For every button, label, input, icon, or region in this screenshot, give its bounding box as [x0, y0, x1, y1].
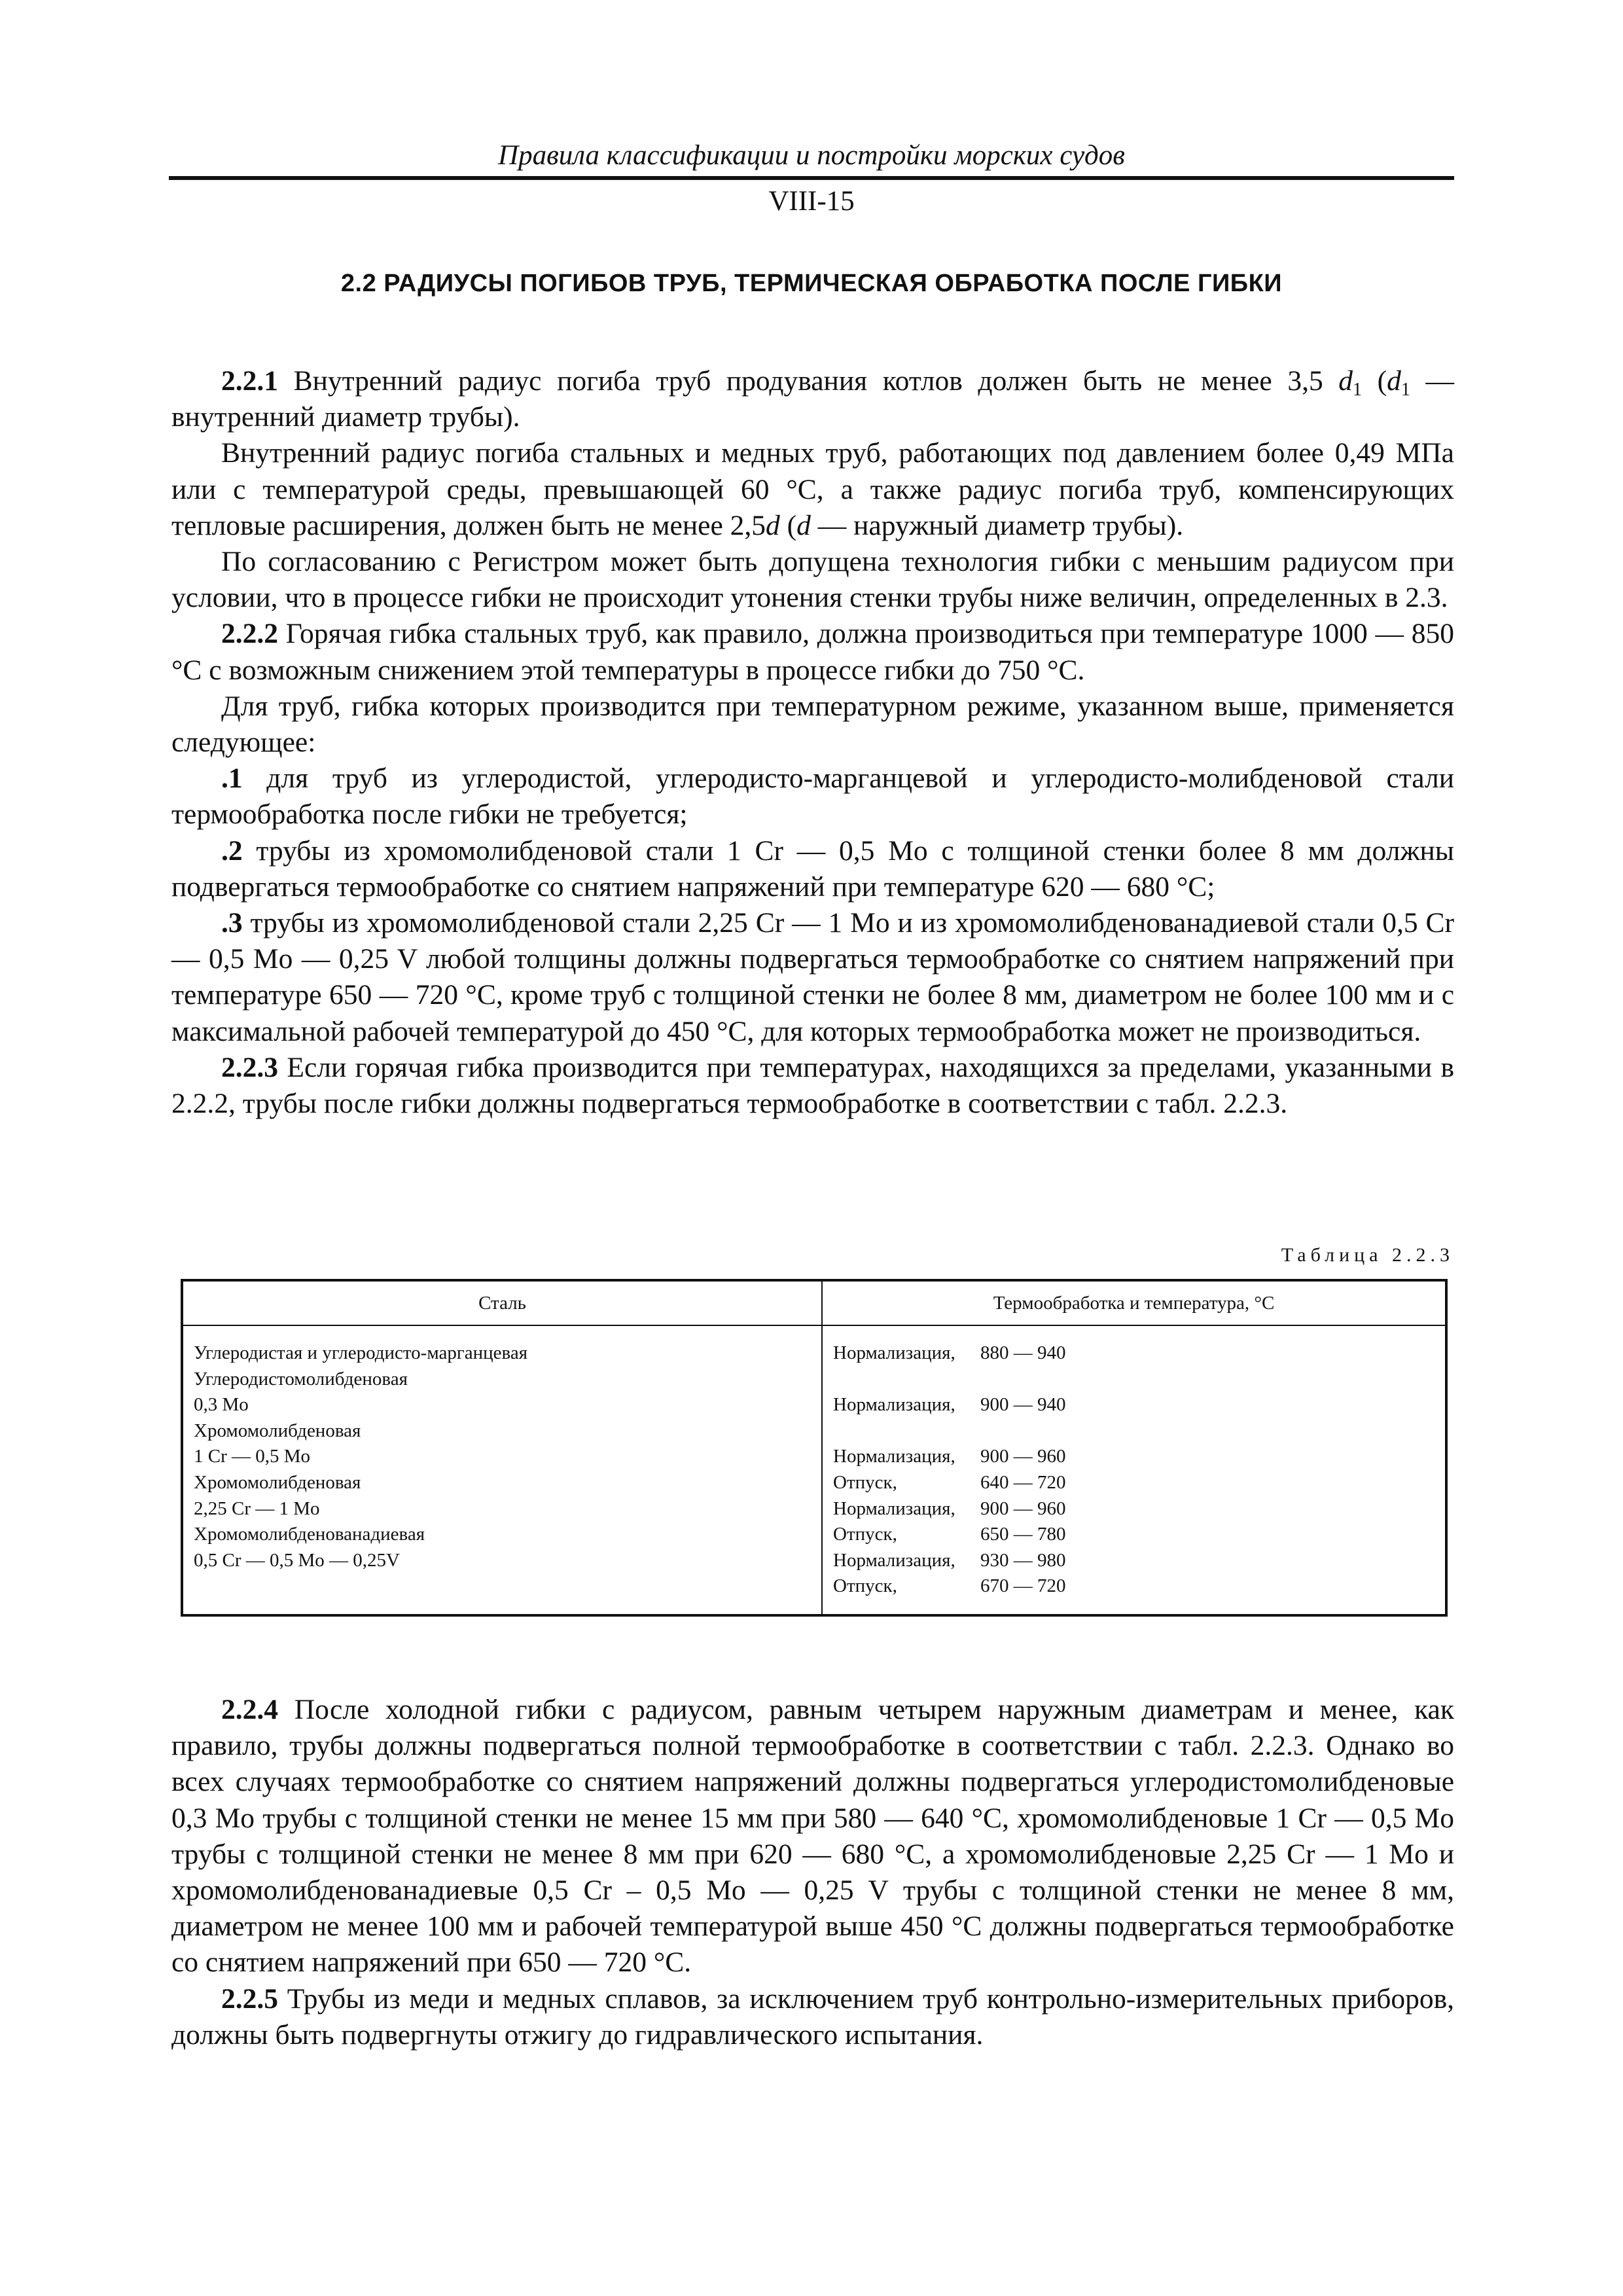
math-symbol: d	[796, 509, 811, 541]
list-text: для труб из углеродистой, углеродисто-марганцевой и углеродисто-молибденовой стали термообработка после гибки не требуется;	[171, 762, 1454, 831]
list-number: .1	[221, 762, 243, 795]
clause-number: 2.2.3	[221, 1051, 278, 1083]
paragraph-2-2-4	[171, 1692, 1454, 1981]
clause-number: 2.2.2	[221, 618, 278, 650]
heat-treatment-table	[181, 1279, 1448, 1617]
treatment-process: Отпуск,	[833, 1575, 897, 1597]
steel-cell: 1 Cr — 0,5 Mo	[194, 1446, 311, 1467]
treatment-range: 650 — 780	[980, 1524, 1066, 1545]
list-number: .3	[221, 907, 243, 939]
list-item	[171, 905, 1454, 1050]
treatment-cell	[833, 1496, 1422, 1522]
steel-cell: Хромомолибденовая	[194, 1471, 361, 1493]
clause-number: 2.2.4	[221, 1694, 278, 1725]
treatment-column	[833, 1340, 1422, 1600]
treatment-cell	[833, 1573, 1422, 1600]
math-symbol: d	[766, 509, 780, 541]
treatment-cell	[833, 1367, 1422, 1393]
paragraph-2-2-2-b: Для труб, гибка которых производится при температурном режиме, указанном выше, применяется следующее:	[171, 690, 1454, 759]
paragraph-2-2-1	[171, 363, 1454, 435]
treatment-cell	[833, 1418, 1422, 1444]
treatment-cell	[833, 1392, 1422, 1418]
treatment-process: Нормализация,	[833, 1498, 955, 1519]
paragraph-text: Внутренний радиус погиба труб продувания котлов должен быть не менее 3,5	[278, 365, 1339, 397]
steel-cell: 0,5 Cr — 0,5 Mo — 0,25V	[194, 1549, 400, 1571]
body-text-upper	[171, 363, 1454, 1122]
table-header-divider	[183, 1325, 1445, 1326]
paragraph-2-2-2	[171, 616, 1454, 688]
list-text: трубы из хромомолибденовой стали 2,25 Cr — 1 Mo и из хромомолибденованадиевой стали 0,5 Cr — 0,5 Mo — 0,25 V любой толщины должны подвергаться термообработке со снятием напряжений при температуре 650 — 720 °С, кроме труб с толщиной стенки не более 8 мм, диаметром не более 100 мм и с максимальной рабочей температурой до 450 °С, для которых термообработка может не производиться.	[171, 907, 1454, 1047]
paragraph-2-2-1-c: По согласованию с Регистром может быть допущена технология гибки с меньшим радиусом при условии, что в процессе гибки не происходит утонения стенки трубы ниже величин, определенных в 2.3.	[171, 546, 1454, 614]
paragraph-text: (	[779, 509, 797, 541]
header-rule	[169, 176, 1454, 180]
table-caption: Таблица 2.2.3	[1281, 1244, 1454, 1266]
steel-cell: Хромомолибденованадиевая	[194, 1524, 425, 1545]
table-header-treatment: Термообработка и температура, °С	[993, 1293, 1275, 1314]
treatment-range: 640 — 720	[980, 1471, 1066, 1493]
table-header-steel: Сталь	[478, 1293, 526, 1314]
list-text: трубы из хромомолибденовой стали 1 Cr — 0,5 Mo с толщиной стенки более 8 мм должны подвергаться термообработке со снятием напряжений при температуре 620 — 680 °С;	[171, 834, 1454, 903]
paragraph-text: — внутренний диаметр трубы).	[171, 365, 1454, 433]
treatment-process: Нормализация,	[833, 1342, 955, 1363]
section-title: 2.2 РАДИУСЫ ПОГИБОВ ТРУБ, ТЕРМИЧЕСКАЯ ОБРАБОТКА ПОСЛЕ ГИБКИ	[340, 270, 1283, 297]
treatment-process: Нормализация,	[833, 1446, 955, 1467]
list-number: .2	[221, 834, 243, 867]
paragraph-2-2-5	[171, 1981, 1454, 2053]
page-number: VIII-15	[768, 186, 855, 217]
paragraph-text: Горячая гибка стальных труб, как правило, должна производиться при температуре 1000 — 850 °С с возможным снижением этой температуры в процессе гибки до 750 °С.	[171, 618, 1454, 686]
table-column-divider	[821, 1282, 823, 1614]
math-symbol: d	[1338, 365, 1353, 397]
math-subscript: 1	[1353, 380, 1363, 400]
treatment-process: Отпуск,	[833, 1471, 897, 1493]
paragraph-text: После холодной гибки с радиусом, равным четырем наружным диаметрам и менее, как правило, трубы должны подвергаться полной термообработке в соответствии с табл. 2.2.3. Однако во всех случаях термообработке со снятием напряжений должны подвергаться углеродистомолибденовые 0,3 Mo трубы с толщиной стенки не менее 15 мм при 580 — 640 °С, хромомолибденовые 1 Cr — 0,5 Mo трубы с толщиной стенки не менее 8 мм при 620 — 680 °С, а хромомолибденовые 2,25 Cr — 1 Mo и хромомолибденованадиевые 0,5 Cr – 0,5 Mo — 0,25 V трубы с толщиной стенки не менее 8 мм, диаметром не менее 100 мм и рабочей температурой выше 450 °С должны подвергаться термообработке со снятием напряжений при 650 — 720 °С.	[171, 1694, 1454, 1979]
steel-column	[194, 1340, 815, 1573]
body-text-lower	[171, 1692, 1454, 2053]
steel-cell: 2,25 Cr — 1 Mo	[194, 1498, 320, 1519]
math-symbol: d	[1387, 365, 1401, 397]
treatment-cell	[833, 1522, 1422, 1548]
treatment-process: Нормализация,	[833, 1549, 955, 1571]
list-item	[171, 761, 1454, 833]
treatment-process: Нормализация,	[833, 1394, 955, 1416]
paragraph-text: — наружный диаметр трубы).	[810, 509, 1184, 541]
list-item	[171, 833, 1454, 905]
steel-cell: Углеродистая и углеродисто-марганцевая	[194, 1342, 528, 1363]
treatment-range: 900 — 960	[980, 1498, 1066, 1519]
clause-number: 2.2.5	[221, 1982, 278, 2015]
treatment-range: 930 — 980	[980, 1549, 1066, 1571]
paragraph-text: (	[1362, 365, 1387, 397]
treatment-cell	[833, 1340, 1422, 1367]
paragraph-text: Внутренний радиус погиба стальных и медных труб, работающих под давлением более 0,49 МПа или с температурой среды, превышающей 60 °С, а также радиус погиба труб, компенсирующих тепловые расширения, должен быть не менее 2,5	[171, 437, 1454, 541]
treatment-cell	[833, 1444, 1422, 1470]
treatment-range: 880 — 940	[980, 1342, 1066, 1363]
steel-cell: Углеродистомолибденовая	[194, 1368, 408, 1390]
steel-cell: Хромомолибденовая	[194, 1420, 361, 1441]
paragraph-2-2-1-b	[171, 435, 1454, 544]
treatment-process: Отпуск,	[833, 1524, 897, 1545]
paragraph-2-2-3	[171, 1050, 1454, 1122]
treatment-range: 900 — 960	[980, 1446, 1066, 1467]
running-head: Правила классификации и постройки морских судов	[498, 140, 1125, 171]
math-subscript: 1	[1400, 380, 1410, 400]
paragraph-text: Если горячая гибка производится при температурах, находящихся за пределами, указанными в 2.2.2, трубы после гибки должны подвергаться термообработке в соответствии с табл. 2.2.3.	[171, 1051, 1454, 1120]
clause-number: 2.2.1	[221, 365, 278, 397]
steel-cell: 0,3 Mo	[194, 1394, 249, 1416]
paragraph-text: Трубы из меди и медных сплавов, за исключением труб контрольно-измерительных приборов, должны быть подвергнуты отжигу до гидравлического испытания.	[171, 1982, 1454, 2051]
treatment-range: 900 — 940	[980, 1394, 1066, 1416]
treatment-cell	[833, 1548, 1422, 1574]
treatment-range: 670 — 720	[980, 1575, 1066, 1597]
treatment-cell	[833, 1470, 1422, 1496]
